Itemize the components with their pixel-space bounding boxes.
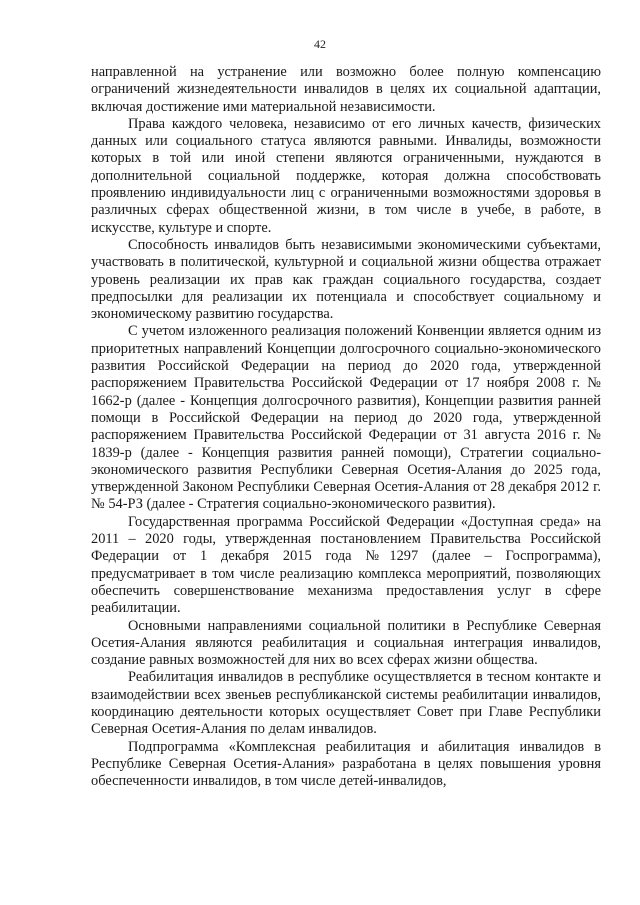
paragraph-convention: С учетом изложенного реализация положений Конвенции является одним из приоритетных направлений Концепции долгосрочного социально-экономического развития Российской Федерации на период до 2020 года, утвержденной распоряжением Правительства Российской Федерации от 17 ноября 2008 г. № 1662-р (далее - Концепция долгосрочного развития), Концепции развития ранней помощи в Российской Федерации на период до 2020 года, утвержденной распоряжением Правительства Российской Федерации от 31 августа 2016 г. № 1839-р (далее - Концепция развития ранней помощи), Стратегии социально-экономического развития Республики Северная Осетия-Алания до 2025 года, утвержденной Законом Республики Северная Осетия-Алания от 28 декабря 2012 г. № 54-РЗ (далее - Стратегия социально-экономического развития). xyxy=(91,323,601,513)
paragraph-subprogram: Подпрограмма «Комплексная реабилитация и абилитация инвалидов в Республике Северная Осетия-Алания» разработана в целях повышения уровня обеспеченности инвалидов, в том числе детей-инвалидов, xyxy=(91,738,601,790)
paragraph-main-directions: Основными направлениями социальной политики в Республике Северная Осетия-Алания являются реабилитация и социальная интеграция инвалидов, создание равных возможностей для них во всех сферах жизни общества. xyxy=(91,617,601,669)
paragraph-continuation: направленной на устранение или возможно более полную компенсацию ограничений жизнедеятельности инвалидов в целях их социальной адаптации, включая достижение ими материальной независимости. xyxy=(91,64,601,115)
paragraph-rights: Права каждого человека, независимо от его личных качеств, физических данных или социального статуса являются равными. Инвалиды, возможности которых в той или иной степени являются ограниченными, нуждаются в дополнительной социальной поддержке, которая должна способствовать проявлению индивидуальности лиц с ограниченными возможностями здоровья в различных сферах общественной жизни, в том числе в учебе, в работе, в искусстве, культуре и спорте. xyxy=(91,115,601,236)
paragraph-state-program: Государственная программа Российской Федерации «Доступная среда» на 2011 – 2020 годы, утвержденная постановлением Правительства Российской Федерации от 1 декабря 2015 года №1297 (далее – Госпрограмма), предусматривает в том числе реализацию комплекса мероприятий, позволяющих обеспечить совершенствование механизма предоставления услуг в сфере реабилитации. xyxy=(91,513,601,617)
paragraph-ability: Способность инвалидов быть независимыми экономическими субъектами, участвовать в политической, культурной и социальной жизни общества отражает уровень реализации их прав как граждан социального государства, создает предпосылки для реализации их потенциала и способствует социальному и экономическому развитию государства. xyxy=(91,236,601,323)
page-number: 42 xyxy=(314,37,326,51)
paragraph-rehabilitation: Реабилитация инвалидов в республике осуществляется в тесном контакте и взаимодействии всех звеньев республиканской системы реабилитации инвалидов, координацию деятельности которых осуществляет Совет при Главе Республики Северная Осетия-Алания по делам инвалидов. xyxy=(91,669,601,738)
document-body xyxy=(91,64,601,790)
